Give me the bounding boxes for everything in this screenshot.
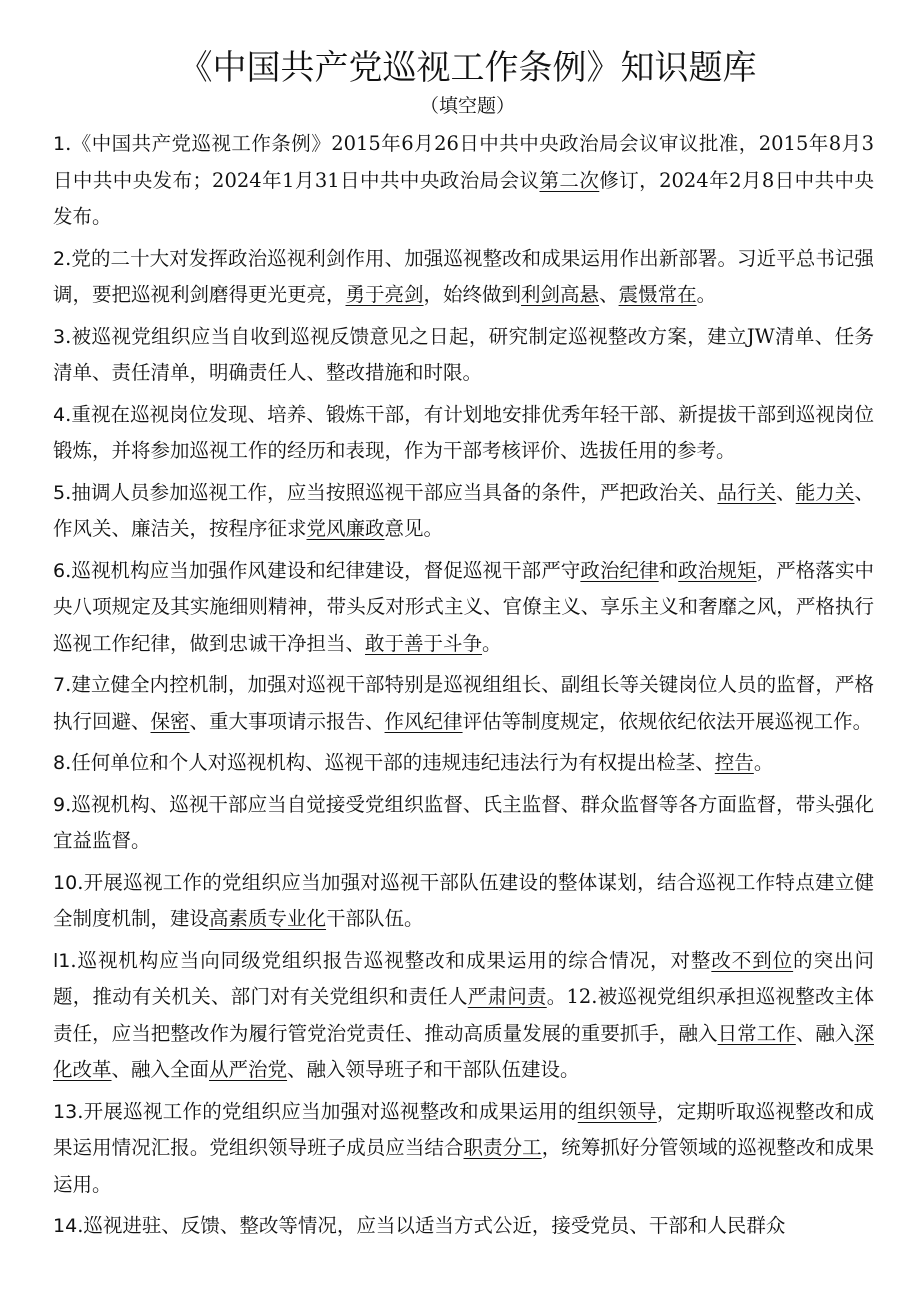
answer-blank: 利剑高悬 [521,283,600,306]
question-text: 、 [776,480,796,504]
question-text: 、融入 [795,1021,855,1045]
answer-blank: 政治规矩 [678,558,757,582]
question-text: .任何单位和个人对巡视机构、巡视干部的违规违纪违法行为有权提出检茎、 [65,751,715,774]
question-number: 6 [53,559,66,582]
answer-blank: 保密 [150,709,190,733]
question-number: 13 [53,1100,78,1123]
question-text: ，统筹抓好分管领域的巡视整改和成果运用。 [53,1136,874,1196]
answer-blank: 敢于善于斗争 [365,631,483,655]
question-text: .建立健全内控机制，加强对巡视干部特别是巡视组组长、副组长等关键岗位人员的监督，严格执行回避、 [53,673,874,733]
question-text: 干部队伍。 [326,907,424,930]
answer-blank: 高素质专业化 [209,907,327,930]
answer-blank: 控告 [714,751,754,774]
question-text: ，严格落实中央八项规定及其实施细则精神，带头反对形式主义、官僚主义、享乐主义和奢靡之风，严格执行巡视工作纪律，做到忠诚干净担当、 [53,558,874,655]
question-13 [53,1094,874,1204]
question-text: 。 [753,751,774,774]
question-text: 、 [599,283,619,306]
question-number: 5 [53,481,66,504]
question-text: 。 [482,631,502,655]
question-text: .开展巡视工作的党组织应当加强对巡视干部队伍建设的整体谋划，结合巡视工作特点建立健全制度机制，建设 [53,870,874,930]
answer-blank: 严肃问责 [467,985,547,1008]
question-text: .被巡视党组织应当自收到巡视反馈意见之日起，研究制定巡视整改方案，建立JW清单、任务清单、责任清单，明确责任人、整改措施和时限。 [53,324,874,384]
question-text: .开展巡视工作的党组织应当加强对巡视整改和成果运用的 [77,1099,578,1123]
answer-blank: 震慑常在 [618,283,697,306]
question-5 [53,475,874,548]
answer-blank: 品行关 [717,480,777,504]
question-number: 10 [53,871,78,894]
question-text: .巡视进驻、反馈、整改等情况，应当以适当方式公近，接受党员、干部和人民群众 [77,1214,786,1237]
question-number: 4 [53,403,66,426]
question-text: 。12.被巡视党组织承担巡视整改主体责任，应当把整改作为履行管党治党责任、推动高质量发展的重要抓手，融入 [53,985,874,1045]
question-4 [53,397,874,470]
question-text: 意见。 [384,517,444,540]
question-text: 。 [696,283,717,306]
question-7 [53,667,874,740]
question-14 [53,1208,874,1245]
question-text: 评估等制度规定，依规依纪依法开展巡视工作。 [462,709,873,733]
question-text: .抽调人员参加巡视工作，应当按照巡视干部应当具备的条件，严把政治关、 [65,480,718,504]
answer-blank: 勇于亮剑 [345,283,424,306]
question-text: 和 [658,558,679,582]
question-text: .《中国共产党巡视工作条例》2015年6月26日中共中央政治局会议审议批准，2015年8月3日中共中央发布；2024年1月31日中共中央政治局会议 [53,132,874,192]
answer-blank: 党风廉政 [306,517,385,540]
question-9 [53,787,874,860]
question-10 [53,865,874,938]
question-text: ，定期听取巡视整改和成果运用情况汇报。党组织领导班子成员应当结合 [53,1099,874,1159]
question-text: ，始终做到 [423,283,522,306]
question-number: 2 [53,247,66,270]
question-6 [53,553,874,663]
question-text: 、重大事项请示报告、 [189,709,385,733]
answer-blank: 改不到位 [711,948,794,972]
question-text: .巡视机构、巡视干部应当自觉接受党组织监督、氏主监督、群众监督等各方面监督，带头强化宜益监督。 [53,792,874,852]
answer-blank: 日常工作 [717,1021,796,1045]
question-text: 、融入领导班子和干部队伍建设。 [287,1058,580,1081]
question-1 [53,126,874,236]
answer-blank: 作风纪律 [384,709,463,733]
document-subtitle: （填空题） [419,95,515,117]
question-number: 9 [53,793,66,816]
question-8 [53,745,874,782]
question-number: 1 [53,133,66,155]
answer-blank: 职责分工 [463,1136,542,1159]
question-number: 14 [53,1215,78,1237]
question-number: 8 [53,752,66,774]
document-title: 《中国共产党巡视工作条例》知识题库 [178,48,757,88]
question-11-12 [53,943,874,1089]
question-number: 7 [53,674,66,696]
question-text: 的突出问题，推动有关机关、部门对有关党组织和责任人 [53,948,874,1008]
answer-blank: 从严治党 [209,1058,288,1081]
question-text: .巡视机构应当加强作风建设和纪律建设，督促巡视干部严守 [65,558,581,582]
question-text: 、融入全面 [111,1058,210,1081]
question-number: l1 [53,949,71,972]
question-number: 3 [53,325,66,348]
question-text: .重视在巡视岗位发现、培养、锻炼干部，有计划地安排优秀年轻干部、新提拔干部到巡视岗位锻炼，并将参加巡视工作的经历和表现，作为干部考核评价、选拔任用的参考。 [53,402,874,462]
question-3 [53,319,874,392]
question-2 [53,241,874,314]
answer-blank: 组织领导 [577,1099,657,1123]
question-list [53,126,874,1245]
answer-blank: 政治纪律 [580,558,659,582]
answer-blank: 能力关 [795,480,855,504]
question-text: .巡视机构应当向同级党组织报告巡视整改和成果运用的综合情况，对整 [70,948,712,972]
answer-blank: 深化改革 [53,1021,874,1081]
answer-blank: 第二次 [539,168,600,192]
question-text: .党的二十大对发挥政治巡视利剑作用、加强巡视整改和成果运用作出新部署。习近平总书记强调，要把巡视利剑磨得更光更亮， [53,246,874,306]
question-text: 、作风关、廉洁关，按程序征求 [53,480,874,540]
question-text: 修订，2024年2月8日中共中央发布。 [53,168,874,228]
